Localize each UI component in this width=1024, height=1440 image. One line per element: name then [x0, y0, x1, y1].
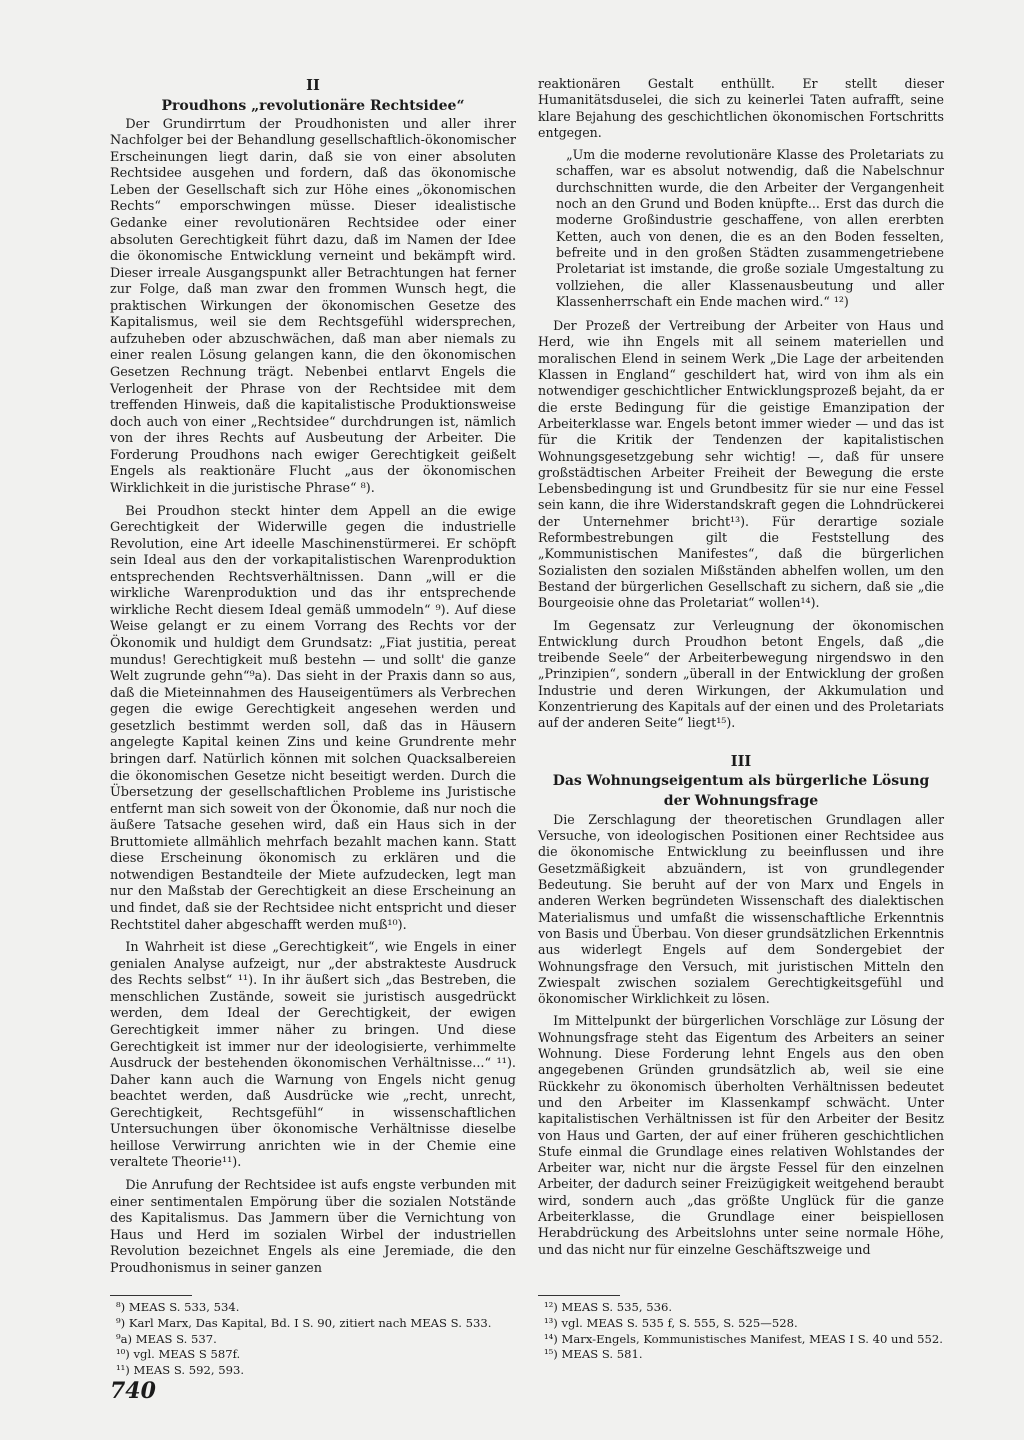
footnote: ¹⁰) vgl. MEAS S 587f. [116, 1347, 241, 1362]
footnotes-right [538, 1300, 944, 1363]
paragraph: Der Grundirrtum der Proudhonisten und aller ihrer Nachfolger bei der Behandlung gesellschaftlich-ökonomischer Erscheinungen liegt darin, daß sie von einer absoluten Rechtsidee ausgehen und fordern, daß das ökonomische Leben der Gesellschaft sich zur Höhe eines „ökonomischen Rechts“ emporschwingen müsse. Dieser idealistische Gedanke einer revolutionären Rechtsidee oder einer absoluten Gerechtigkeit führt dazu, daß im Namen der Idee die ökonomische Entwicklung verneint und bekämpft wird. Dieser irreale Ausgangspunkt aller Betrachtungen hat ferner zur Folge, daß man zwar den frommen Wunsch hegt, die praktischen Wirkungen der ökonomischen Gesetze des Kapitalismus, weil sie dem Rechtsgefühl widersprechen, aufzuheben oder abzuschwächen, daß man aber niemals zu einer realen Lösung gelangen kann, die den ökonomischen Gesetzen Rechnung trägt. Nebenbei entlarvt Engels die Verlogenheit der Phrase von der Rechtsidee mit dem treffenden Hinweis, daß die kapitalistische Produktionsweise doch auch von einer „Rechtsidee“ durchdrungen ist, nämlich von der ihres Rechts auf Ausbeutung der Arbeiter. Die Forderung Proudhons nach ewiger Gerechtigkeit geißelt Engels als reaktionäre Flucht „aus der ökonomischen Wirklichkeit in die juristische Phrase“ ⁸). [110, 116, 516, 496]
paragraph: Die Zerschlagung der theoretischen Grundlagen aller Versuche, von ideologischen Positionen einer Rechtsidee aus die ökonomische Entwicklung zu beeinflussen und ihre Gesetzmäßigkeit abzuändern, ist von grundlegender Bedeutung. Sie beruht auf der von Marx und Engels in anderen Werken begründeten Wissenschaft des dialektischen Materialismus und umfaßt die wissenschaftliche Erkenntnis von Basis und Überbau. Von dieser grundsätzlichen Erkenntnis aus widerlegt Engels auf dem Sondergebiet der Wohnungsfrage den Versuch, mit juristischen Mitteln den Zwiespalt zwischen sozialem Gerechtigkeitsgefühl und ökonomischer Wirklichkeit zu lösen. [538, 811, 944, 1007]
paragraph: Bei Proudhon steckt hinter dem Appell an die ewige Gerechtigkeit der Widerwille gegen die industrielle Revolution, eine Art ideelle Maschinenstürmerei. Er schöpft sein Ideal aus den der vorkapitalistischen Warenproduktion entsprechenden Rechtsverhältnissen. Dann „will er die wirkliche Warenproduktion und das ihr entsprechende wirkliche Recht diesem Ideal gemäß ummodeln“ ⁹). Auf diese Weise gelangt er zu einem Vorrang des Rechts vor der Ökonomik und huldigt dem Grundsatz: „Fiat justitia, pereat mundus! Gerechtigkeit muß bestehn — und sollt' die ganze Welt zugrunde gehn“⁹a). Das sieht in der Praxis dann so aus, daß die Mieteinnahmen des Hauseigentümers als Verbrechen gegen die ewige Gerechtigkeit angesehen werden und gesetzlich bestimmt werden soll, daß das in Häusern angelegte Kapital keinen Zins und keine Grundrente mehr bringen darf. Natürlich können mit solchen Quacksalbereien die ökonomischen Gesetze nicht beseitigt werden. Durch die Übersetzung der gesellschaftlichen Probleme ins Juristische entfernt man sich soweit von der Ökonomie, daß nur noch die äußere Tatsache gesehen wird, daß ein Haus sich in der Bruttomiete allmählich mehrfach bezahlt machen kann. Statt diese Erscheinung ökonomisch zu erklären und die notwendigen Bestandteile der Miete aufzudecken, legt man nur den Maßstab der Gerechtigkeit an diese Erscheinung an und findet, daß sie der Rechtsidee nicht entspricht und dieser Rechtstitel daher abgeschafft werden muß¹⁰). [110, 503, 516, 933]
paragraph: In Wahrheit ist diese „Gerechtigkeit“, wie Engels in einer genialen Analyse aufzeigt, nur „der abstrakteste Ausdruck des Rechts selbst“ ¹¹). In ihr äußert sich „das Bestreben, die menschlichen Zustände, soweit sie juristisch ausgedrückt werden, dem Ideal der Gerechtigkeit, der ewigen Gerechtigkeit immer näher zu bringen. Und diese Gerechtigkeit ist immer nur der ideologisierte, verhimmelte Ausdruck der bestehenden ökonomischen Verhältnisse...“ ¹¹). Daher kann auch die Warnung von Engels nicht genug beachtet werden, daß Ausdrücke wie „recht, unrecht, Gerechtigkeit, Rechtsgefühl“ in wissenschaftlichen Untersuchungen über ökonomische Verhältnisse dieselbe heillose Verwirrung anrichten wie in der Chemie eine veraltete Theorie¹¹). [110, 940, 516, 1171]
paragraph: Der Prozeß der Vertreibung der Arbeiter von Haus und Herd, wie ihn Engels mit all seinem materiellen und moralischen Elend in seinem Werk „Die Lage der arbeitenden Klassen in England“ geschildert hat, wird von ihm als ein notwendiger geschichtlicher Entwicklungsprozeß bejaht, da er die erste Bedingung für die geistige Emanzipation der Arbeiterklasse war. Engels betont immer wieder — und das ist für die Kritik der Tendenzen der kapitalistischen Wohnungsgesetzgebung sehr wichtig! —, daß für unsere großstädtischen Arbeiter Freiheit der Bewegung die erste Lebensbedingung ist und Grundbesitz für sie nur eine Fessel sein kann, die ihre Widerstandskraft gegen die Lohndrückerei der Unternehmer bricht¹³). Für derartige soziale Reformbestrebungen gilt die Feststellung des „Kommunistischen Manifestes“, daß die bürgerlichen Sozialisten den sozialen Mißständen abhelfen wollen, um den Bestand der bürgerlichen Gesellschaft zu sichern, daß sie „die Bourgeoisie ohne das Proletariat“ wollen¹⁴). [538, 318, 944, 611]
footnote: ⁹) Karl Marx, Das Kapital, Bd. I S. 90, zitiert nach MEAS S. 533. [116, 1315, 492, 1330]
footnote-rule-left [110, 1295, 192, 1296]
block-quote: „Um die moderne revolutionäre Klasse des Proletariats zu schaffen, war es absolut notwendig, daß die Nabelschnur durchschnitten wurde, die den Arbeiter der Vergangenheit noch an den Grund und Boden knüpfte... Erst das durch die moderne Großindustrie geschaffene, von allen ererbten Ketten, auch von denen, die es an den Boden fesselten, befreite und in den großen Städten zusammengetriebene Proletariat ist imstande, die große soziale Umgestaltung zu vollziehen, die aller Klassenausbeutung und aller Klassenherrschaft ein Ende machen wird.“ ¹²) [556, 147, 944, 309]
footnote: ¹⁴) Marx-Engels, Kommunistisches Manifest, MEAS I S. 40 und 552. [544, 1331, 943, 1346]
paragraph-continued: reaktionären Gestalt enthüllt. Er stellt dieser Humanitätsduselei, die sich zu keinerlei Taten aufrafft, seine klare Bejahung des geschichtlichen ökonomischen Fortschritts entgegen. [538, 76, 944, 140]
section-title-wohnungseigentum-line2: der Wohnungsfrage [663, 792, 819, 809]
footnote: ⁸) MEAS S. 533, 534. [116, 1300, 240, 1314]
paragraph: Im Gegensatz zur Verleugnung der ökonomischen Entwicklung durch Proudhon betont Engels, daß „die treibende Seele“ der Arbeiterbewegung nirgendswo in den „Prinzipien“, sondern „überall in der Entwicklung der großen Industrie und deren Wirkungen, der Akkumulation und Konzentrierung des Kapitals auf der einen und des Proletariats auf der anderen Seite“ liegt¹⁵). [538, 617, 944, 731]
footnote-rule-right [538, 1295, 620, 1296]
section-gap [538, 738, 944, 752]
footnote: ¹²) MEAS S. 535, 536. [544, 1300, 673, 1314]
section-numeral-iii: III [730, 752, 752, 770]
paragraph: Die Anrufung der Rechtsidee ist aufs engste verbunden mit einer sentimentalen Empörung über die sozialen Notstände des Kapitalismus. Das Jammern über die Vernichtung von Haus und Herd im sozialen Wirbel der industriellen Revolution bezeichnet Engels als eine Jeremiade, die den Proudhonismus in seiner ganzen [110, 1178, 516, 1276]
section-numeral-ii: II [306, 77, 320, 94]
footnote: ¹¹) MEAS S. 592, 593. [116, 1363, 245, 1378]
page-number: 740 [110, 1378, 156, 1404]
footnote: ¹⁵) MEAS S. 581. [544, 1347, 643, 1362]
footnote: ¹³) vgl. MEAS S. 535 f, S. 555, S. 525—528. [544, 1315, 798, 1330]
section-title-wohnungseigentum-line1: Das Wohnungseigentum als bürgerliche Lösung [552, 772, 930, 789]
section-title-proudhon: Proudhons „revolutionäre Rechtsidee“ [161, 97, 465, 114]
paragraph: Im Mittelpunkt der bürgerlichen Vorschläge zur Lösung der Wohnungsfrage steht das Eigentum des Arbeiters an seiner Wohnung. Diese Forderung lehnt Engels aus den oben angegebenen Gründen grundsätzlich ab, weil sie eine Rückkehr zu ökonomisch überholten Verhältnissen bedeutet und den Arbeiter im Klassenkampf schwächt. Unter kapitalistischen Verhältnissen ist für den Arbeiter der Besitz von Haus und Garten, der auf einer früheren geschichtlichen Stufe einmal die Grundlage eines relativen Wohlstandes der Arbeiter war, nicht nur die ärgste Fessel für den einzelnen Arbeiter, der dadurch seiner Freizügigkeit weitgehend beraubt wird, sondern auch „das größte Unglück für die ganze Arbeiterklasse, die Grundlage einer beispiellosen Herabdrückung des Arbeitslohns unter seine normale Höhe, und das nicht nur für einzelne Geschäftszweige und [538, 1013, 944, 1257]
footnotes-left [110, 1300, 516, 1379]
right-column [538, 76, 944, 1264]
left-column [110, 76, 516, 1283]
footnote: ⁹a) MEAS S. 537. [116, 1331, 217, 1346]
